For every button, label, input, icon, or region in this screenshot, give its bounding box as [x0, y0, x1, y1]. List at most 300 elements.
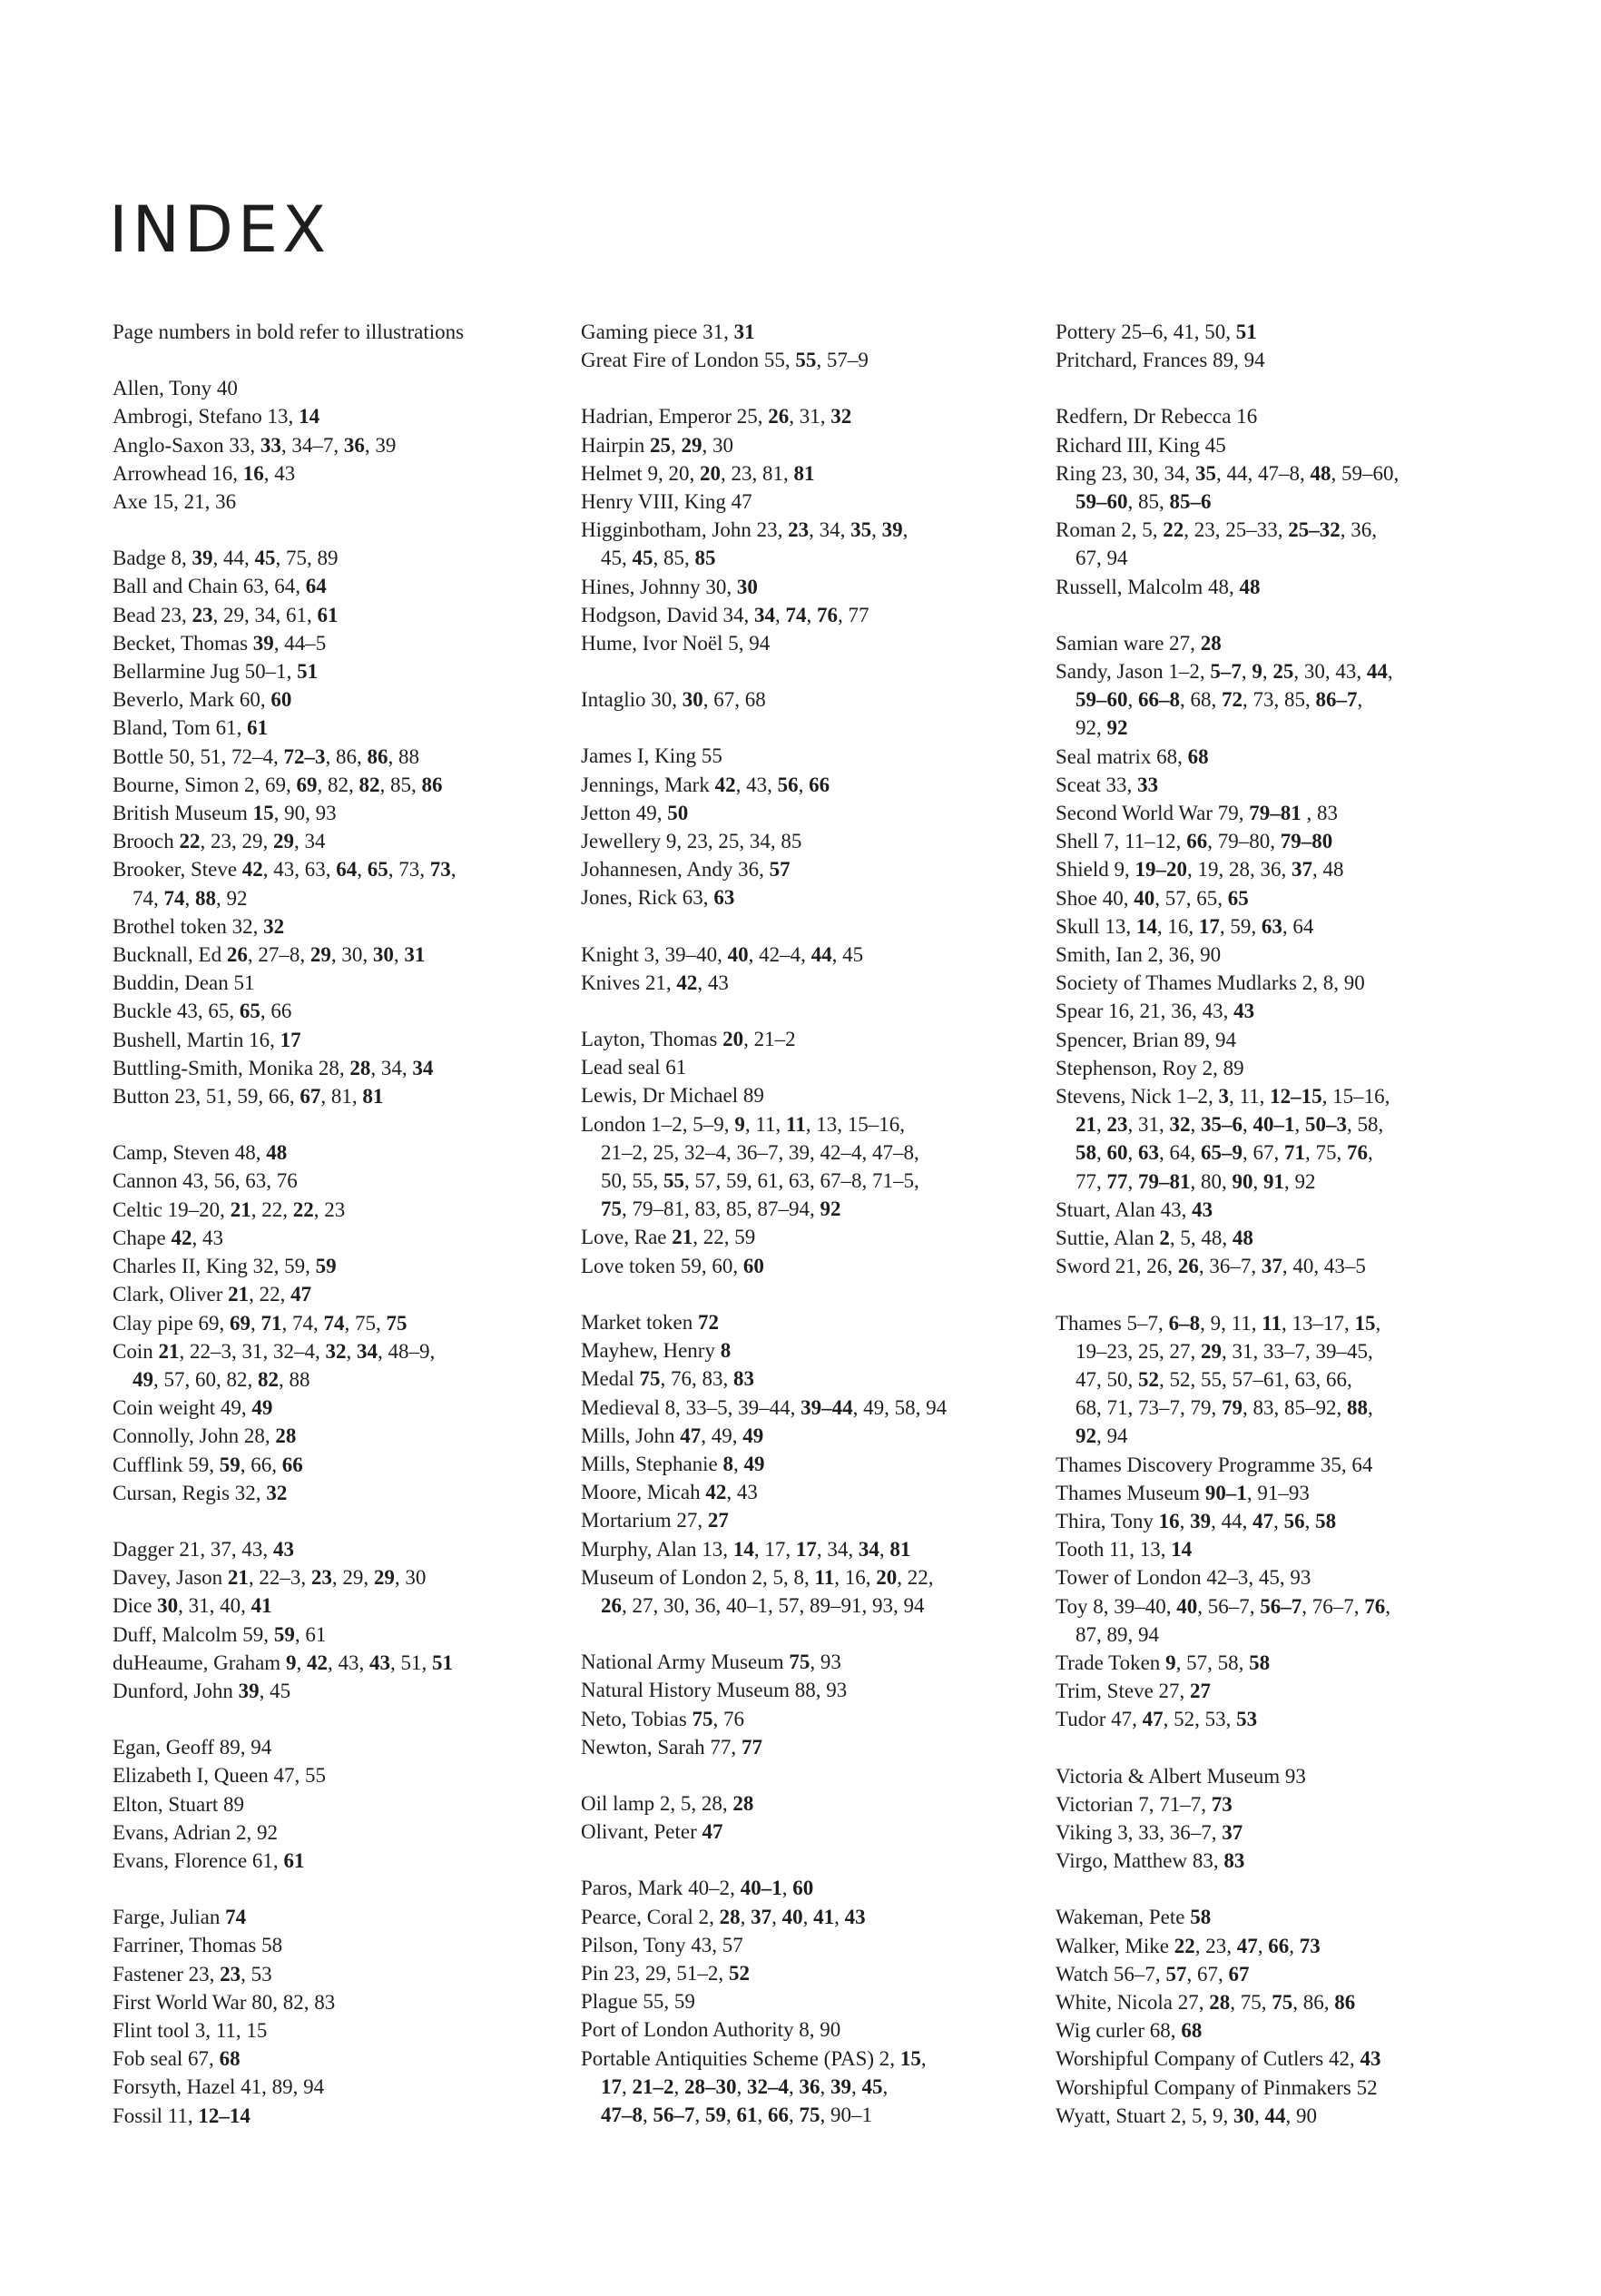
index-entry: Camp, Steven 48, 48 [113, 1141, 288, 1165]
index-entry: Victoria & Albert Museum 93 [1056, 1764, 1306, 1788]
illustration-page-ref: 12–15 [1270, 1085, 1322, 1109]
illustration-page-ref: 74 [225, 1906, 247, 1929]
illustration-page-ref: 50 [667, 801, 689, 824]
index-entry: London 1–2, 5–9, 9, 11, 11, 13, 15–16, [581, 1112, 905, 1136]
index-entry: Neto, Tobias 75, 76 [581, 1707, 745, 1730]
section-gap [113, 1875, 566, 1903]
illustration-page-ref: 91 [1263, 1169, 1284, 1193]
section-gap [113, 516, 566, 544]
illustration-page-ref: 28 [1200, 631, 1222, 655]
illustration-page-ref: 27 [1190, 1680, 1212, 1703]
index-entry: White, Nicola 27, 28, 75, 75, 86, 86 [1056, 1990, 1356, 2014]
illustration-page-ref: 71 [1284, 1141, 1305, 1165]
illustration-page-ref: 30 [1233, 2104, 1255, 2127]
illustration-page-ref: 30 [372, 943, 394, 967]
index-entry: Jones, Rick 63, 63 [581, 886, 735, 910]
index-entry: Museum of London 2, 5, 8, 11, 16, 20, 22, [581, 1565, 934, 1589]
illustration-page-ref: 23 [220, 1962, 241, 1986]
illustration-page-ref: 11 [785, 1112, 806, 1136]
index-column-2 [581, 318, 1035, 2129]
index-entry: Coin 21, 22–3, 31, 32–4, 32, 34, 48–9, [113, 1339, 436, 1363]
index-entry-continuation: 17, 21–2, 28–30, 32–4, 36, 39, 45, [601, 2074, 889, 2098]
illustration-page-ref: 22 [179, 830, 201, 853]
illustration-page-ref: 76 [817, 603, 839, 626]
index-entry-continuation: 59–60, 66–8, 68, 72, 73, 85, 86–7, [1076, 688, 1363, 712]
index-entry: Becket, Thomas 39, 44–5 [113, 631, 327, 655]
index-entry: Trade Token 9, 57, 58, 58 [1056, 1651, 1271, 1674]
illustration-page-ref: 68 [1187, 744, 1209, 768]
illustration-page-ref: 21–2 [632, 2074, 674, 2098]
section-gap [581, 1846, 1035, 1874]
index-entry: Mayhew, Henry 8 [581, 1339, 732, 1363]
index-entry: British Museum 15, 90, 93 [113, 802, 337, 825]
index-entry: Axe 15, 21, 36 [113, 490, 237, 514]
illustration-page-ref: 30 [157, 1594, 179, 1618]
index-entry: Pearce, Coral 2, 28, 37, 40, 41, 43 [581, 1905, 866, 1928]
illustration-page-ref: 17 [795, 1537, 817, 1561]
index-entry-continuation: 21–2, 25, 32–4, 36–7, 39, 42–4, 47–8, [601, 1140, 919, 1164]
illustration-page-ref: 43 [1233, 1000, 1255, 1023]
illustration-page-ref: 63 [713, 886, 735, 910]
illustration-page-ref: 39 [192, 547, 213, 570]
index-entry: Knight 3, 39–40, 40, 42–4, 44, 45 [581, 942, 864, 966]
illustration-page-ref: 47 [702, 1820, 723, 1844]
illustration-page-ref: 34 [356, 1339, 378, 1363]
index-column-3 [1056, 318, 1509, 2130]
index-entry: Worshipful Company of Cutlers 42, 43 [1056, 2047, 1381, 2071]
illustration-page-ref: 27 [707, 1509, 729, 1532]
index-entry: Charles II, King 32, 59, 59 [113, 1255, 337, 1278]
illustration-page-ref: 48 [1239, 575, 1261, 598]
index-entry: Connolly, John 28, 28 [113, 1424, 297, 1448]
section-gap [581, 1620, 1035, 1648]
illustration-page-ref: 79–81 [1249, 802, 1301, 825]
illustration-page-ref: 49 [743, 1452, 765, 1475]
illustration-page-ref: 9 [734, 1112, 745, 1136]
index-entry: Sceat 33, 33 [1056, 773, 1159, 796]
index-entry: Buddin, Dean 51 [113, 971, 255, 995]
illustration-page-ref: 73 [429, 858, 451, 882]
illustration-page-ref: 28 [719, 1905, 741, 1928]
illustration-page-ref: 47 [1142, 1708, 1164, 1731]
illustration-page-ref: 47 [290, 1283, 312, 1306]
illustration-page-ref: 73 [1211, 1792, 1233, 1816]
index-entry: Jetton 49, 50 [581, 801, 689, 824]
index-entry: Spear 16, 21, 36, 43, 43 [1056, 1000, 1255, 1023]
index-entry: First World War 80, 82, 83 [113, 1990, 336, 2014]
illustration-page-ref: 72 [698, 1310, 720, 1334]
illustration-page-ref: 42 [714, 773, 736, 796]
illustration-page-ref: 85–6 [1169, 490, 1212, 514]
illustration-page-ref: 21 [230, 1197, 251, 1221]
illustration-page-ref: 42 [171, 1226, 192, 1249]
illustration-page-ref: 59 [273, 1622, 295, 1646]
index-entry: Buckle 43, 65, 65, 66 [113, 1000, 292, 1023]
illustration-page-ref: 68 [1181, 2019, 1203, 2043]
index-entry: Richard III, King 45 [1056, 433, 1226, 457]
index-entry: Seal matrix 68, 68 [1056, 744, 1209, 768]
index-entry-continuation: 67, 94 [1076, 547, 1128, 570]
illustration-page-ref: 71 [260, 1311, 282, 1335]
illustration-page-ref: 23 [192, 603, 213, 626]
illustration-page-ref: 32–4 [747, 2074, 789, 2098]
illustration-page-ref: 39 [1190, 1509, 1212, 1532]
index-entry: Second World War 79, 79–81 , 83 [1056, 802, 1339, 825]
illustration-page-ref: 59 [315, 1255, 337, 1278]
illustration-page-ref: 81 [889, 1537, 911, 1561]
illustration-page-ref: 42 [241, 858, 263, 882]
illustration-page-ref: 8 [722, 1452, 734, 1475]
illustration-page-ref: 82 [359, 773, 380, 796]
illustration-page-ref: 73 [1299, 1934, 1321, 1957]
index-entry: Trim, Steve 27, 27 [1056, 1680, 1212, 1703]
index-entry: Allen, Tony 40 [113, 377, 238, 400]
index-entry: Hadrian, Emperor 25, 26, 31, 32 [581, 405, 852, 429]
illustration-page-ref: 66–8 [1138, 688, 1180, 712]
illustration-page-ref: 47 [680, 1424, 702, 1447]
illustration-page-ref: 37 [1261, 1255, 1282, 1278]
illustration-page-ref: 21 [158, 1339, 180, 1363]
illustration-page-ref: 72–3 [283, 744, 326, 768]
index-entry: Paros, Mark 40–2, 40–1, 60 [581, 1877, 814, 1900]
illustration-page-ref: 72 [1222, 688, 1242, 712]
index-entry: Thira, Tony 16, 39, 44, 47, 56, 58 [1056, 1509, 1337, 1532]
illustration-page-ref: 83 [1223, 1849, 1245, 1873]
illustration-page-ref: 47–8 [601, 2103, 643, 2126]
illustration-page-ref: 50–3 [1305, 1113, 1347, 1137]
index-entry: Virgo, Matthew 83, 83 [1056, 1849, 1245, 1873]
index-entry: Bottle 50, 51, 72–4, 72–3, 86, 86, 88 [113, 744, 419, 768]
index-entry: Medal 75, 76, 83, 83 [581, 1367, 755, 1391]
illustration-page-ref: 9 [1252, 660, 1262, 684]
index-entry-continuation: 92, 94 [1076, 1424, 1128, 1448]
illustration-page-ref: 20 [876, 1565, 898, 1589]
index-entry: Jennings, Mark 42, 43, 56, 66 [581, 773, 830, 796]
illustration-page-ref: 39 [830, 2074, 851, 2098]
illustration-page-ref: 75 [639, 1367, 661, 1391]
illustration-page-ref: 41 [250, 1594, 272, 1618]
index-entry: Stevens, Nick 1–2, 3, 11, 12–15, 15–16, [1056, 1085, 1390, 1109]
illustration-page-ref: 92 [1106, 716, 1128, 740]
illustration-page-ref: 28 [349, 1056, 371, 1079]
section-gap [581, 374, 1035, 402]
index-entry: Wakeman, Pete 58 [1056, 1906, 1212, 1929]
illustration-page-ref: 40 [781, 1905, 803, 1928]
illustration-page-ref: 25 [650, 433, 672, 457]
index-entry: Walker, Mike 22, 23, 47, 66, 73 [1056, 1934, 1321, 1957]
illustration-page-ref: 60 [742, 1254, 764, 1277]
illustration-page-ref: 56 [777, 773, 799, 796]
illustration-page-ref: 37 [1292, 858, 1313, 882]
index-entry: Beverlo, Mark 60, 60 [113, 688, 292, 712]
illustration-page-ref: 49 [742, 1424, 764, 1447]
illustration-page-ref: 92 [820, 1197, 841, 1221]
illustration-page-ref: 51 [431, 1651, 453, 1674]
index-entry: Roman 2, 5, 22, 23, 25–33, 25–32, 36, [1056, 518, 1377, 542]
index-entry: Great Fire of London 55, 55, 57–9 [581, 349, 869, 372]
index-entry: Farriner, Thomas 58 [113, 1934, 283, 1957]
index-entry: Fob seal 67, 68 [113, 2047, 241, 2071]
illustration-page-ref: 6–8 [1168, 1311, 1201, 1335]
illustration-page-ref: 75 [386, 1311, 408, 1335]
illustration-page-ref: 66 [1268, 1934, 1290, 1957]
illustration-page-ref: 32 [1169, 1113, 1191, 1137]
illustration-page-ref: 66 [768, 2103, 789, 2126]
index-entry: Watch 56–7, 57, 67, 67 [1056, 1962, 1250, 1986]
section-gap [581, 714, 1035, 742]
index-entry: Higginbotham, John 23, 23, 34, 35, 39, [581, 518, 909, 542]
illustration-page-ref: 53 [1236, 1708, 1258, 1731]
illustration-page-ref: 69 [230, 1311, 251, 1335]
illustration-page-ref: 32 [266, 1481, 288, 1504]
index-entry: Pin 23, 29, 51–2, 52 [581, 1961, 750, 1985]
index-entry: Hairpin 25, 29, 30 [581, 433, 734, 457]
illustration-page-ref: 61 [283, 1848, 305, 1872]
index-column-1 [113, 318, 566, 2130]
illustration-page-ref: 33 [1137, 773, 1159, 796]
index-entry: Thames Museum 90–1, 91–93 [1056, 1481, 1310, 1504]
illustration-page-ref: 11 [814, 1565, 835, 1589]
index-entry: Brooch 22, 23, 29, 29, 34 [113, 830, 326, 853]
index-entry: Shoe 40, 40, 57, 65, 65 [1056, 886, 1249, 910]
index-entry-continuation: 87, 89, 94 [1076, 1622, 1159, 1646]
index-entry: Redfern, Dr Rebecca 16 [1056, 405, 1258, 429]
illustration-page-ref: 43 [272, 1537, 294, 1561]
illustration-page-ref: 25 [1272, 660, 1294, 684]
index-entry-continuation: 68, 71, 73–7, 79, 79, 83, 85–92, 88, [1076, 1396, 1373, 1420]
illustration-page-ref: 56–7 [1260, 1594, 1302, 1618]
section-gap [113, 1507, 566, 1535]
index-entry: Spencer, Brian 89, 94 [1056, 1028, 1237, 1051]
illustration-page-ref: 33 [260, 433, 281, 457]
illustration-page-ref: 65 [1227, 886, 1249, 910]
index-entry: Society of Thames Mudlarks 2, 8, 90 [1056, 971, 1365, 995]
illustration-page-ref: 79 [1222, 1396, 1242, 1420]
index-entry-continuation: 47, 50, 52, 52, 55, 57–61, 63, 66, [1076, 1367, 1352, 1391]
illustration-page-ref: 32 [830, 405, 852, 429]
illustration-page-ref: 45 [861, 2074, 883, 2098]
illustration-page-ref: 36 [799, 2074, 820, 2098]
index-entry: Shell 7, 11–12, 66, 79–80, 79–80 [1056, 830, 1333, 853]
index-entry: Victorian 7, 71–7, 73 [1056, 1792, 1233, 1816]
illustration-page-ref: 26 [226, 943, 248, 967]
illustration-page-ref: 60 [792, 1877, 814, 1900]
index-entry: Johannesen, Andy 36, 57 [581, 858, 791, 882]
index-entry: Lewis, Dr Michael 89 [581, 1084, 764, 1108]
illustration-page-ref: 29 [309, 943, 331, 967]
illustration-page-ref: 61 [736, 2103, 758, 2126]
illustration-page-ref: 75 [692, 1707, 713, 1730]
illustration-page-ref: 16 [1158, 1509, 1180, 1532]
index-note: Page numbers in bold refer to illustrations [113, 320, 465, 343]
illustration-page-ref: 67 [1228, 1962, 1250, 1986]
index-entry: James I, King 55 [581, 744, 722, 768]
illustration-page-ref: 56 [1283, 1509, 1305, 1532]
section-gap [1056, 601, 1509, 629]
index-entry: Hume, Ivor Noël 5, 94 [581, 632, 771, 655]
illustration-page-ref: 69 [296, 773, 318, 796]
index-entry: Brothel token 32, 32 [113, 914, 285, 938]
illustration-page-ref: 14 [1135, 914, 1157, 938]
index-entry-continuation: 74, 74, 88, 92 [133, 886, 248, 910]
illustration-page-ref: 40 [1176, 1594, 1198, 1618]
illustration-page-ref: 74 [785, 603, 807, 626]
index-entry: Medieval 8, 33–5, 39–44, 39–44, 49, 58, 94 [581, 1395, 948, 1419]
index-entry: Elizabeth I, Queen 47, 55 [113, 1764, 327, 1788]
illustration-page-ref: 43 [1360, 2047, 1381, 2071]
illustration-page-ref: 11 [1262, 1311, 1282, 1335]
section-gap [1056, 374, 1509, 402]
illustration-page-ref: 67 [300, 1085, 321, 1109]
index-entry: Thames Discovery Programme 35, 64 [1056, 1453, 1373, 1476]
index-entry: Fossil 11, 12–14 [113, 2104, 250, 2127]
illustration-page-ref: 21 [227, 1566, 249, 1590]
illustration-page-ref: 83 [733, 1367, 755, 1391]
index-entry: Clay pipe 69, 69, 71, 74, 74, 75, 75 [113, 1311, 408, 1335]
illustration-page-ref: 28 [1209, 1990, 1231, 2014]
illustration-page-ref: 81 [793, 461, 815, 485]
illustration-page-ref: 61 [317, 603, 339, 626]
illustration-page-ref: 59–60 [1076, 490, 1128, 514]
index-entry: Skull 13, 14, 16, 17, 59, 63, 64 [1056, 914, 1314, 938]
illustration-page-ref: 35 [850, 518, 872, 542]
index-entry: Ring 23, 30, 34, 35, 44, 47–8, 48, 59–60, [1056, 461, 1400, 485]
index-entry: Fastener 23, 23, 53 [113, 1962, 272, 1986]
illustration-page-ref: 79–80 [1280, 830, 1333, 853]
index-entry: Portable Antiquities Scheme (PAS) 2, 15, [581, 2046, 927, 2070]
index-entry: Davey, Jason 21, 22–3, 23, 29, 29, 30 [113, 1566, 427, 1590]
illustration-page-ref: 49 [133, 1367, 153, 1391]
index-entry-continuation: 26, 27, 30, 36, 40–1, 57, 89–91, 93, 94 [601, 1593, 925, 1617]
illustration-page-ref: 20 [722, 1028, 744, 1051]
index-entry: Worshipful Company of Pinmakers 52 [1056, 2075, 1378, 2099]
index-entry: Flint tool 3, 11, 15 [113, 2018, 268, 2042]
index-entry: Moore, Micah 42, 43 [581, 1481, 758, 1504]
illustration-page-ref: 26 [768, 405, 790, 429]
index-entry: Sword 21, 26, 26, 36–7, 37, 40, 43–5 [1056, 1255, 1366, 1278]
index-entry: Pilson, Tony 43, 57 [581, 1933, 743, 1956]
illustration-page-ref: 45 [632, 547, 653, 570]
illustration-page-ref: 58 [1190, 1906, 1212, 1929]
illustration-page-ref: 40–1 [1252, 1113, 1295, 1137]
illustration-page-ref: 66 [1186, 830, 1208, 853]
illustration-page-ref: 51 [297, 660, 319, 684]
section-gap [113, 346, 566, 374]
index-entry: Gaming piece 31, 31 [581, 320, 755, 343]
illustration-page-ref: 66 [809, 773, 830, 796]
index-entry: Helmet 9, 20, 20, 23, 81, 81 [581, 461, 815, 485]
illustration-page-ref: 41 [813, 1905, 835, 1928]
illustration-page-ref: 82 [258, 1367, 279, 1391]
illustration-page-ref: 30 [682, 688, 703, 712]
index-entry: Dunford, John 39, 45 [113, 1679, 291, 1702]
index-entry: Stuart, Alan 43, 43 [1056, 1197, 1213, 1221]
section-gap [581, 997, 1035, 1025]
index-entry: Viking 3, 33, 36–7, 37 [1056, 1820, 1243, 1844]
illustration-page-ref: 75 [1272, 1990, 1293, 2014]
illustration-page-ref: 14 [1171, 1538, 1193, 1562]
illustration-page-ref: 63 [1138, 1141, 1159, 1165]
illustration-page-ref: 59–60 [1076, 688, 1128, 712]
illustration-page-ref: 42 [306, 1651, 328, 1674]
index-entry: Chape 42, 43 [113, 1226, 224, 1249]
illustration-page-ref: 86–7 [1315, 688, 1358, 712]
illustration-page-ref: 81 [362, 1085, 384, 1109]
index-entry: Intaglio 30, 30, 67, 68 [581, 688, 766, 712]
index-entry: Murphy, Alan 13, 14, 17, 17, 34, 34, 81 [581, 1537, 911, 1561]
illustration-page-ref: 75 [601, 1197, 622, 1221]
section-gap [113, 1705, 566, 1733]
illustration-page-ref: 37 [751, 1905, 772, 1928]
index-entry-continuation: 47–8, 56–7, 59, 61, 66, 75, 90–1 [601, 2103, 872, 2126]
illustration-page-ref: 49 [251, 1396, 273, 1420]
index-entry: Layton, Thomas 20, 21–2 [581, 1028, 796, 1051]
illustration-page-ref: 23 [1106, 1113, 1128, 1137]
index-entry: Samian ware 27, 28 [1056, 631, 1222, 655]
index-entry: Wyatt, Stuart 2, 5, 9, 30, 44, 90 [1056, 2104, 1318, 2127]
illustration-page-ref: 34 [754, 603, 776, 626]
section-gap [581, 1761, 1035, 1789]
index-entry: Thames 5–7, 6–8, 9, 11, 11, 13–17, 15, [1056, 1311, 1381, 1335]
illustration-page-ref: 23 [788, 518, 810, 542]
index-entry: National Army Museum 75, 93 [581, 1651, 841, 1674]
section-gap [1056, 1875, 1509, 1903]
index-entry-continuation: 58, 60, 63, 64, 65–9, 67, 71, 75, 76, [1076, 1141, 1373, 1165]
index-entry: Cannon 43, 56, 63, 76 [113, 1169, 298, 1193]
index-entry: Ambrogi, Stefano 13, 14 [113, 405, 320, 429]
illustration-page-ref: 86 [421, 773, 443, 796]
index-entry: Love token 59, 60, 60 [581, 1254, 764, 1277]
index-entry: Love, Rae 21, 22, 59 [581, 1226, 756, 1249]
illustration-page-ref: 48 [266, 1141, 288, 1165]
index-entry: Cufflink 59, 59, 66, 66 [113, 1453, 303, 1476]
illustration-page-ref: 86 [367, 744, 388, 768]
index-entry: Bead 23, 23, 29, 34, 61, 61 [113, 603, 339, 626]
index-entry: Bushell, Martin 16, 17 [113, 1028, 301, 1051]
illustration-page-ref: 19–20 [1134, 858, 1188, 882]
illustration-page-ref: 58 [1076, 1141, 1096, 1165]
illustration-page-ref: 90 [1232, 1169, 1253, 1193]
illustration-page-ref: 26 [601, 1593, 622, 1617]
page-title: INDEX [109, 192, 331, 267]
index-entry: Dice 30, 31, 40, 41 [113, 1594, 272, 1618]
index-entry: Dagger 21, 37, 43, 43 [113, 1537, 294, 1561]
illustration-page-ref: 77 [741, 1735, 762, 1759]
illustration-page-ref: 22 [1163, 518, 1184, 542]
index-entry-continuation: 45, 45, 85, 85 [601, 547, 716, 570]
illustration-page-ref: 64 [336, 858, 358, 882]
index-entry: Forsyth, Hazel 41, 89, 94 [113, 2075, 325, 2099]
illustration-page-ref: 28–30 [684, 2074, 737, 2098]
index-entry-continuation: 19–23, 25, 27, 29, 31, 33–7, 39–45, [1076, 1339, 1373, 1363]
illustration-page-ref: 22 [292, 1197, 314, 1221]
illustration-page-ref: 5–7 [1210, 660, 1242, 684]
illustration-page-ref: 40–1 [740, 1877, 782, 1900]
illustration-page-ref: 60 [270, 688, 292, 712]
index-entry: Lead seal 61 [581, 1056, 687, 1079]
illustration-page-ref: 21 [228, 1283, 250, 1306]
illustration-page-ref: 56–7 [653, 2103, 695, 2126]
illustration-page-ref: 26 [1177, 1255, 1199, 1278]
index-entry-continuation: 21, 23, 31, 32, 35–6, 40–1, 50–3, 58, [1076, 1113, 1384, 1137]
illustration-page-ref: 34 [412, 1056, 434, 1079]
index-entry: Coin weight 49, 49 [113, 1396, 273, 1420]
index-entry-continuation: 77, 77, 79–81, 80, 90, 91, 92 [1076, 1169, 1316, 1193]
index-entry: Bucknall, Ed 26, 27–8, 29, 30, 30, 31 [113, 943, 426, 967]
illustration-page-ref: 9 [285, 1651, 297, 1674]
illustration-page-ref: 35–6 [1201, 1113, 1242, 1137]
illustration-page-ref: 58 [1315, 1509, 1337, 1532]
